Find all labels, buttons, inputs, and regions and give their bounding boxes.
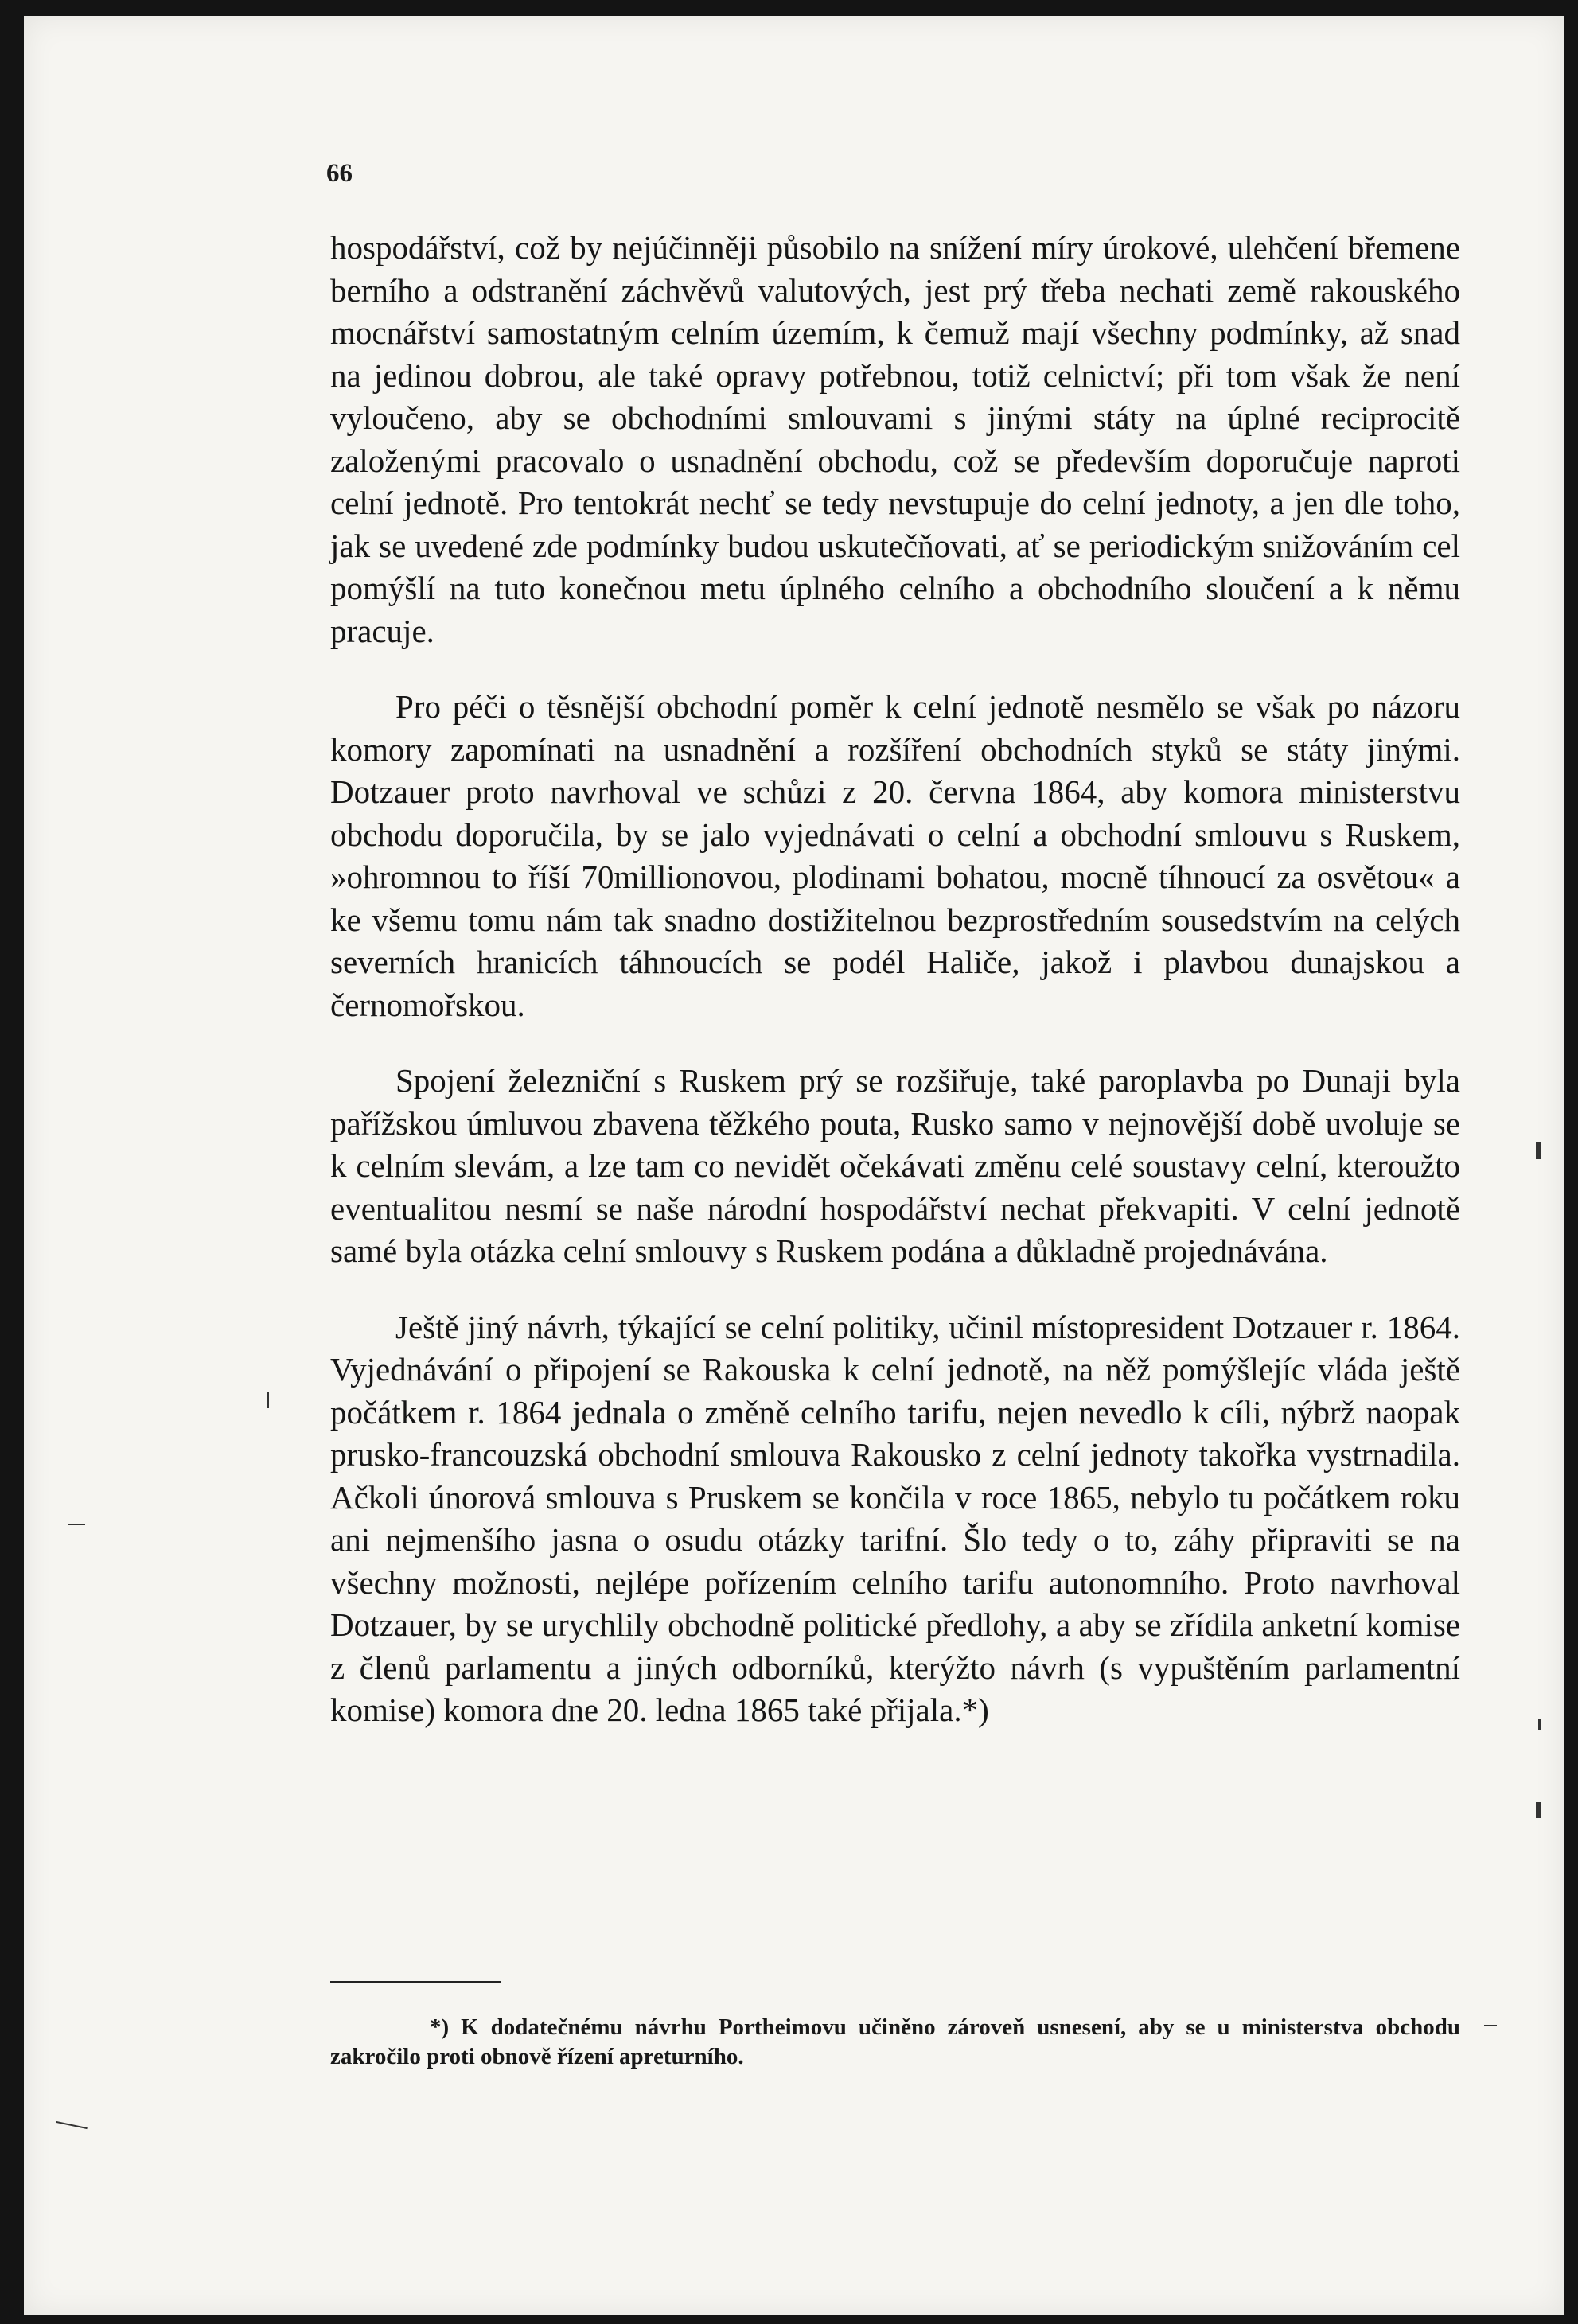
page-number: 66 [326,159,353,188]
footnote: *) K dodatečnému návrhu Portheimovu učiněno zároveň usnesení, aby se u ministerstva obchodu zakročilo proti obnově řízení apreturního. [330,2015,1460,2069]
paragraph-3: Spojení železniční s Ruskem prý se rozšiřuje, také paroplavba po Dunaji byla pařížskou úmluvou zbavena těžkého pouta, Rusko samo v nejnovější době uvoluje se k celním slevám, a lze tam co nevidět očekávati změnu celé soustavy celní, kteroužto eventualitou nesmí se naše národní hospodářství nechat překvapiti. V celní jednotě samé byla otázka celní smlouvy s Ruskem podána a důkladně projednávána. [330,1062,1460,1269]
scan-artifact [68,1524,85,1525]
body-text [330,227,1460,1765]
scan-artifact [1536,1802,1541,1818]
scan-artifact [1538,1719,1541,1730]
paragraph-4: Ještě jiný návrh, týkající se celní politiky, učinil místopresident Dotzauer r. 1864. Vyjednávání o připojení se Rakouska k celní jednotě, na něž pomýšlejíc vláda ještě počátkem r. 1864 jednala o změně celního tarifu, nejen nevedlo k cíli, nýbrž naopak prusko-francouzská obchodní smlouva Rakousko z celní jednoty takořka vystrnadila. Ačkoli únorová smlouva s Pruskem se končila v roce 1865, nebylo tu počátkem roku ani nejmenšího jasna o osudu otázky tarifní. Šlo tedy o to, záhy připraviti se na všechny možnosti, nejlépe pořízením celního tarifu autonomního. Proto navrhoval Dotzauer, by se urychlily obchodně politické předlohy, a aby se zřídila anketní komise z členů parlamentu a jiných odborníků, kterýžto návrh (s vypuštěním parlamentní komise) komora dne 20. ledna 1865 také přijala.*) [330,1308,1460,1728]
paragraph-1: hospodářství, což by nejúčinněji působilo na snížení míry úrokové, ulehčení břemene berního a odstranění záchvěvů valutových, jest prý třeba nechati země rakouského mocnářství samostatným celním územím, k čemuž mají všechny podmínky, až snad na jedinou dobrou, ale také opravy potřebnou, totiž celnictví; při tom však že není vyloučeno, aby se obchodními smlouvami s jinými státy na úplné reciprocitě založenými pracovalo o usnadnění obchodu, což se především doporučuje naproti celní jednotě. Pro tentokrát nechť se tedy nevstupuje do celní jednoty, a jen dle toho, jak se uvedené zde podmínky budou uskutečňovati, ať se periodickým snižováním cel pomýšlí na tuto konečnou metu úplného celního a obchodního sloučení a k němu pracuje. [330,229,1460,649]
scan-artifact [56,2121,88,2129]
scan-artifact [1484,2025,1497,2026]
scan-artifact [267,1392,269,1408]
scan-artifact [1536,1142,1541,1159]
footnote-rule [330,1981,501,1983]
book-page [24,16,1564,2315]
paragraph-2: Pro péči o těsnější obchodní poměr k celní jednotě nesmělo se však po názoru komory zapomínati na usnadnění a rozšíření obchodních styků se státy jinými. Dotzauer proto navrhoval ve schůzi z 20. června 1864, aby komora ministerstvu obchodu doporučila, by se jalo vyjednávati o celní a obchodní smlouvu s Ruskem, »ohromnou to říší 70millionovou, plodinami bohatou, mocně tíhnoucí za osvětou« a ke všemu tomu nám tak snadno dostižitelnou bezprostředním sousedstvím na celých severních hranicích táhnoucích se podél Haliče, jakož i plavbou dunajskou a černomořskou. [330,688,1460,1023]
